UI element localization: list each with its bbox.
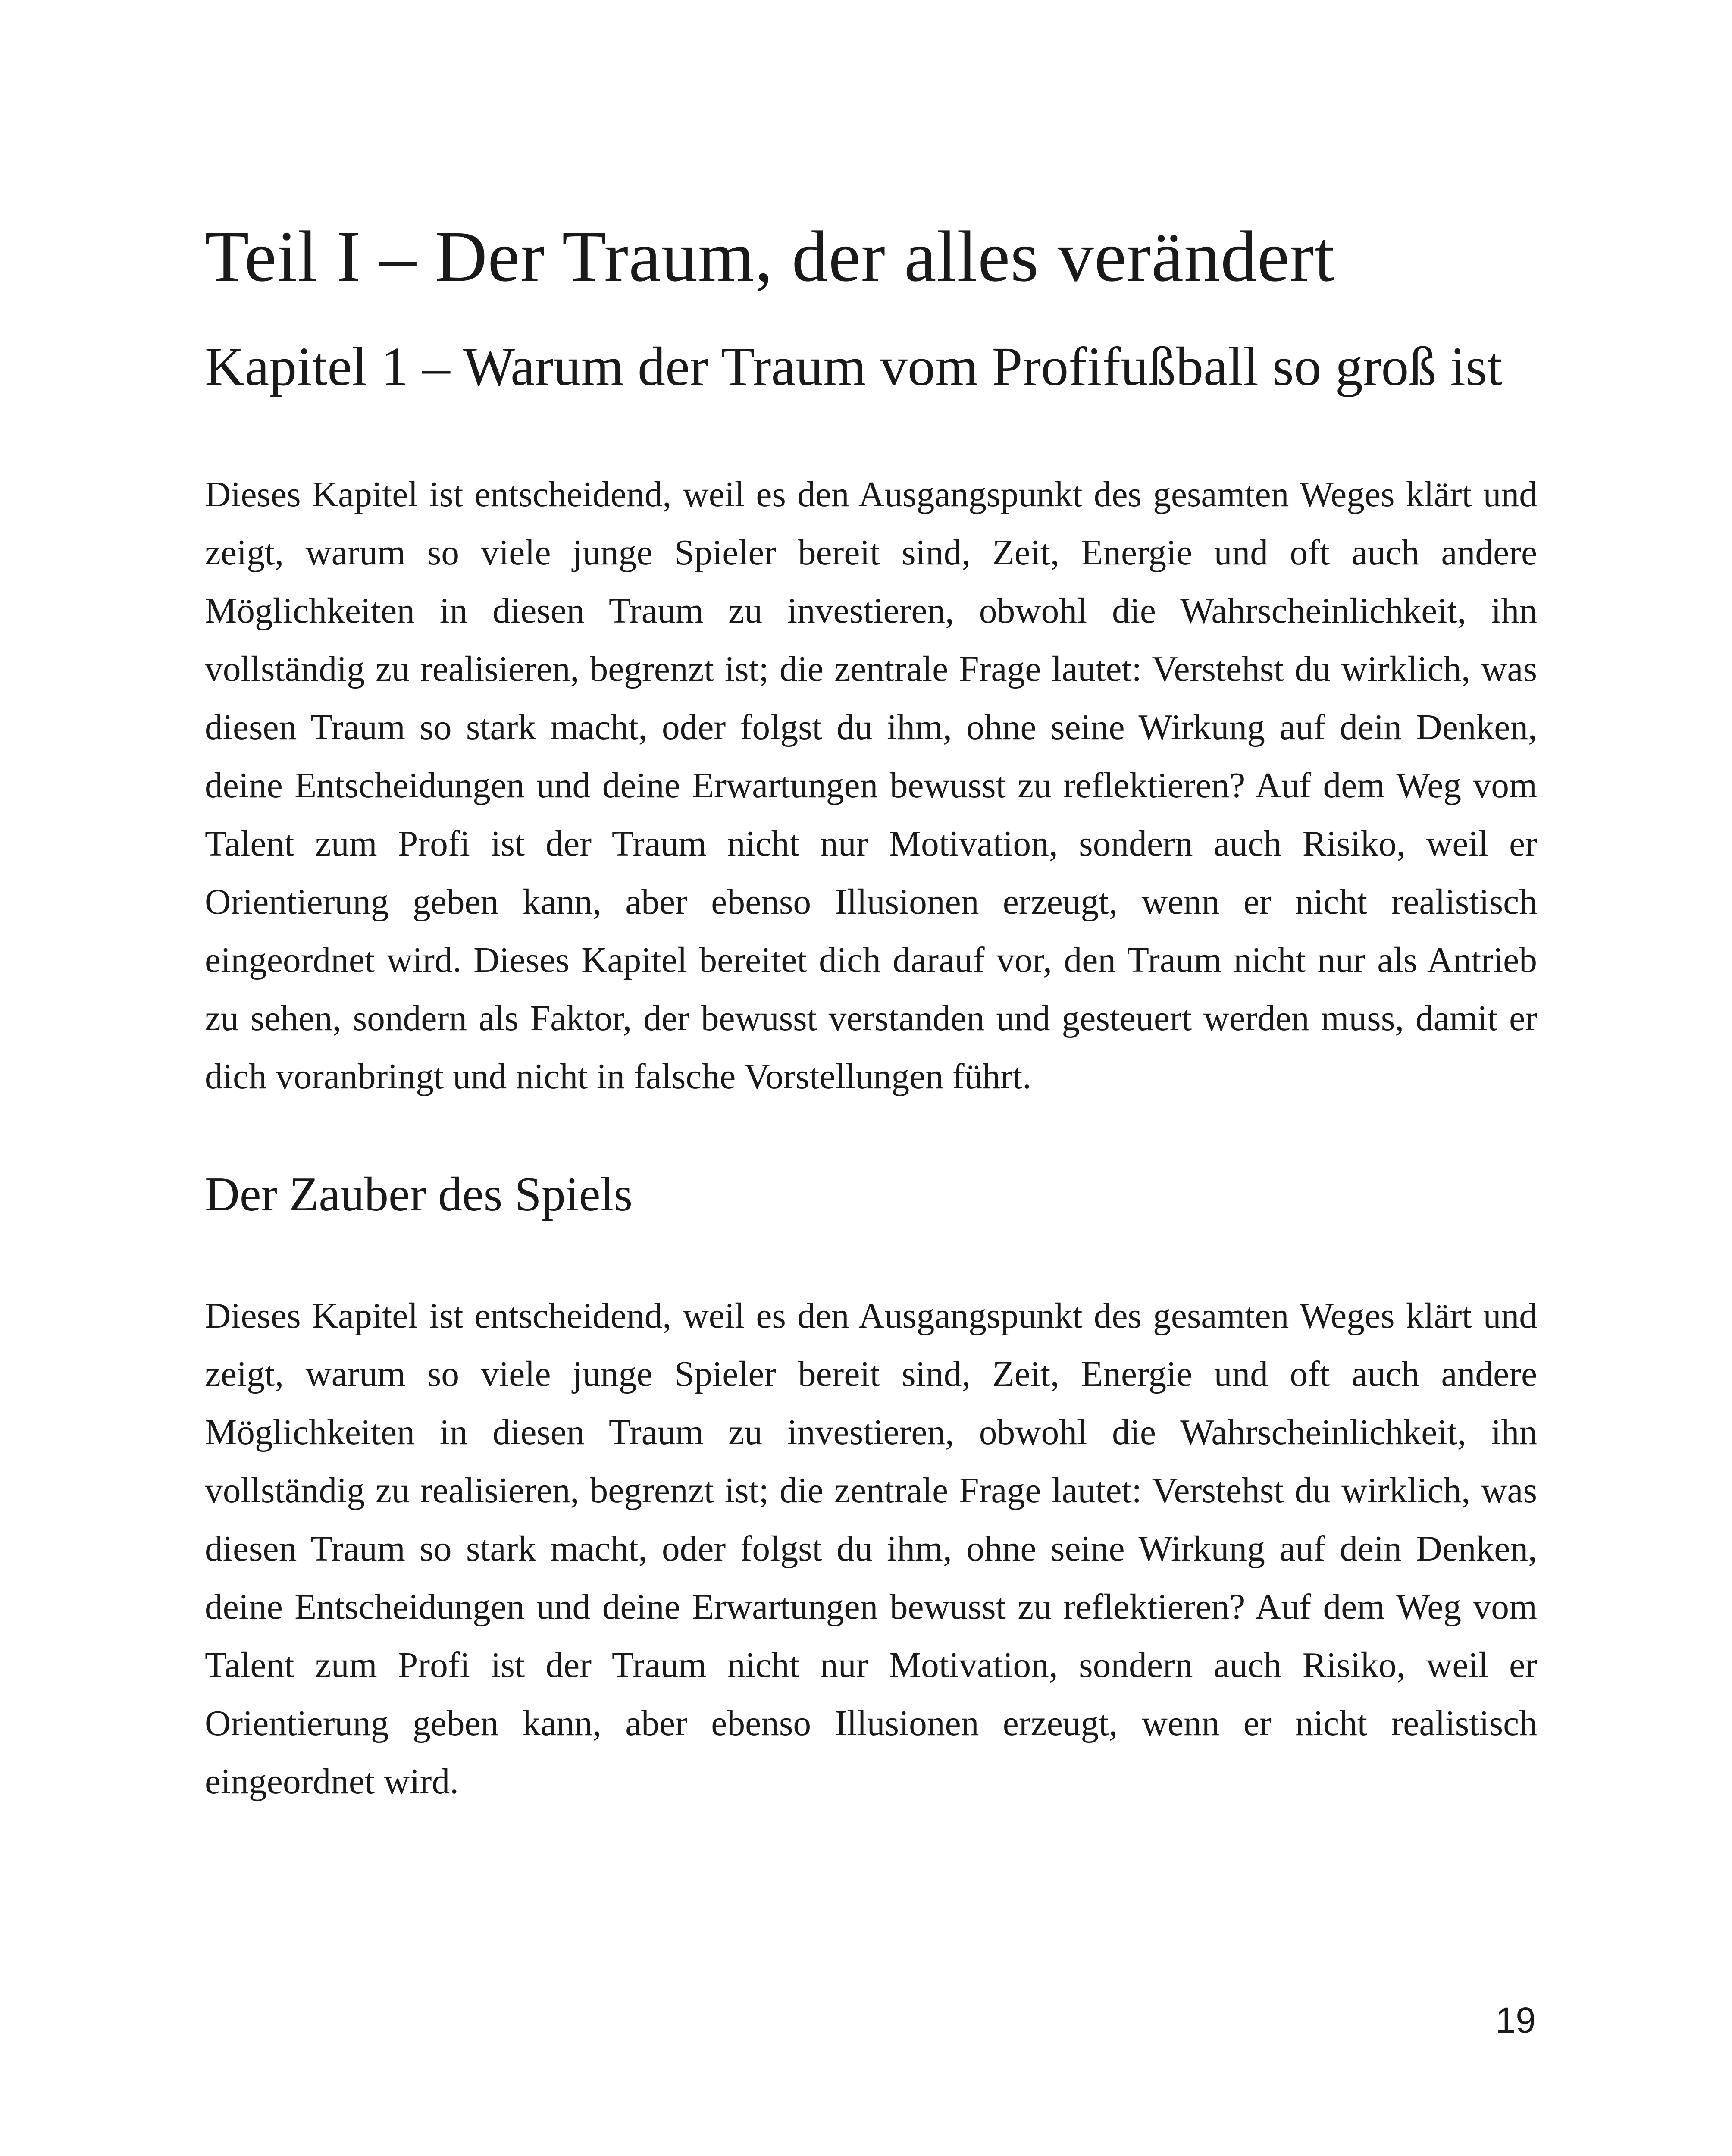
chapter-title: Kapitel 1 – Warum der Traum vom Profifußball so groß ist: [205, 336, 1503, 397]
page-content: [205, 203, 1537, 1811]
body-paragraph: Dieses Kapitel ist entscheidend, weil es den Ausgangspunkt des gesamten Weges klärt und zeigt, warum so viele junge Spieler bereit sind, Zeit, Energie und oft auch andere Möglichkeiten in diesen Traum zu investieren, obwohl die Wahrscheinlichkeit, ihn vollständig zu realisieren, begrenzt ist; die zentrale Frage lautet: Verstehst du wirklich, was diesen Traum so stark macht, oder folgst du ihm, ohne seine Wirkung auf dein Denken, deine Entscheidungen und deine Erwartungen bewusst zu reflektieren? Auf dem Weg vom Talent zum Profi ist der Traum nicht nur Motivation, sondern auch Risiko, weil er Orientierung geben kann, aber ebenso Illusionen erzeugt, wenn er nicht realistisch eingeordnet wird. Dieses Kapitel bereitet dich darauf vor, den Traum nicht nur als Antrieb zu sehen, sondern als Faktor, der bewusst verstanden und gesteuert werden muss, damit er dich voranbringt und nicht in falsche Vorstellungen führt.: [205, 475, 1537, 1097]
part-title: Teil I – Der Traum, der alles verändert: [205, 216, 1335, 297]
body-paragraph: Dieses Kapitel ist entscheidend, weil es den Ausgangspunkt des gesamten Weges klärt und zeigt, warum so viele junge Spieler bereit sind, Zeit, Energie und oft auch andere Möglichkeiten in diesen Traum zu investieren, obwohl die Wahrscheinlichkeit, ihn vollständig zu realisieren, begrenzt ist; die zentrale Frage lautet: Verstehst du wirklich, was diesen Traum so stark macht, oder folgst du ihm, ohne seine Wirkung auf dein Denken, deine Entscheidungen und deine Erwartungen bewusst zu reflektieren? Auf dem Weg vom Talent zum Profi ist der Traum nicht nur Motivation, sondern auch Risiko, weil er Orientierung geben kann, aber ebenso Illusionen erzeugt, wenn er nicht realistisch eingeordnet wird.: [205, 1296, 1537, 1802]
section-title: Der Zauber des Spiels: [205, 1168, 633, 1221]
page-number: 19: [1495, 2000, 1536, 2040]
